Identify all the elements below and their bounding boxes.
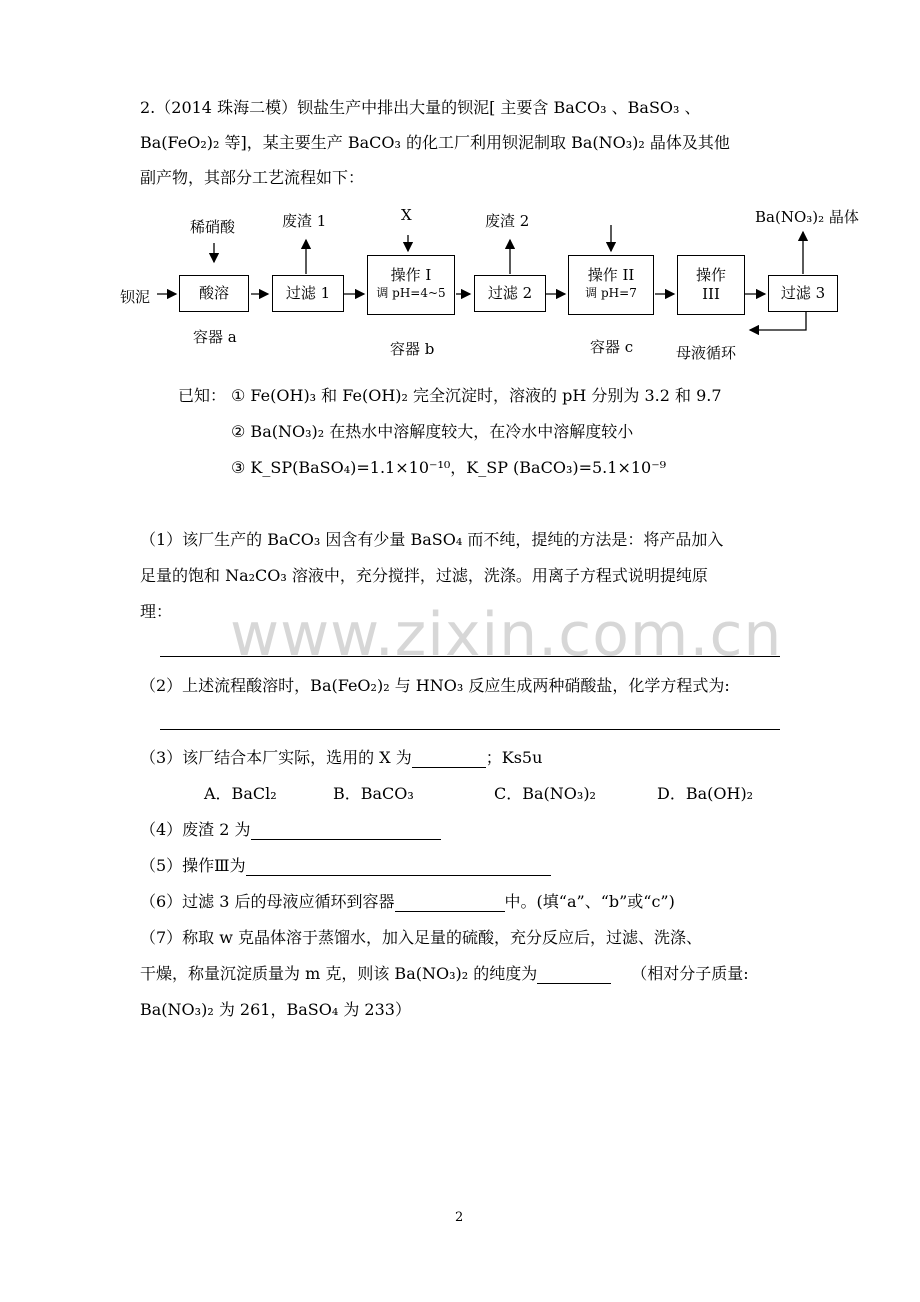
flow-mother-liquor-label: 母液循环 [676,344,737,362]
q5-stem [140,856,551,876]
intro-line-2: Ba(FeO₂)₂ 等]，某主要生产 BaCO₃ 的化工厂利用钡泥制取 Ba(NO₃)₂ 晶体及其他 [140,133,730,152]
q3-option-a: A．BaCl₂ [204,784,277,803]
flow-input-label: 钡泥 [120,288,151,306]
flow-waste-2-label: 废渣 2 [485,212,530,230]
q2-text: （2）上述流程酸溶时，Ba(FeO₂)₂ 与 HNO₃ 反应生成两种硝酸盐，化学方程式为: [140,676,730,695]
q7-line-2 [140,964,749,984]
q5-label: （5）操作Ⅲ为 [140,856,246,875]
q6-answer-blank[interactable] [395,895,505,912]
q3-answer-blank[interactable] [412,751,486,768]
flow-x-label: X [401,206,412,224]
q3-option-d: D．Ba(OH)₂ [657,784,754,803]
q7-answer-blank[interactable] [537,967,611,984]
flow-box-operation-1: 操作 I 调 pH=4~5 [367,255,455,315]
q6-stem-start: （6）过滤 3 后的母液应循环到容器 [140,892,395,911]
known-item-2: ② Ba(NO₃)₂ 在热水中溶解度较大，在冷水中溶解度较小 [231,422,634,441]
q1-line-3: 理： [140,602,173,621]
answer-line-q2[interactable] [160,729,780,730]
flow-diagram-lines [0,0,920,380]
q5-answer-blank[interactable] [246,859,551,876]
q3-stem-end: ；Ks5u [485,748,543,767]
flow-container-b-label: 容器 b [390,340,435,358]
q3-option-b: B．BaCO₃ [333,784,414,803]
flow-waste-1-label: 废渣 1 [282,212,327,230]
q1-line-1: （1）该厂生产的 BaCO₃ 因含有少量 BaSO₄ 而不纯，提纯的方法是：将产品加入 [140,530,724,549]
q4-stem [140,820,441,840]
q3-option-c: C．Ba(NO₃)₂ [494,784,596,803]
q7-line-3: Ba(NO₃)₂ 为 261，BaSO₄ 为 233） [140,1000,411,1019]
flow-container-a-label: 容器 a [193,328,237,346]
known-item-1: ① Fe(OH)₃ 和 Fe(OH)₂ 完全沉淀时，溶液的 pH 分别为 3.2 和 9.7 [231,386,722,405]
q1-line-2: 足量的饱和 Na₂CO₃ 溶液中，充分搅拌，过滤，洗涤。用离子方程式说明提纯原 [140,566,708,585]
q7-line-1: （7）称取 w 克晶体溶于蒸馏水，加入足量的硫酸，充分反应后，过滤、洗涤、 [140,928,703,947]
q6-stem [140,892,675,912]
flow-box-operation-2: 操作 II 调 pH=7 [568,255,654,315]
flow-box-filter-2: 过滤 2 [474,275,546,312]
q4-label: （4）废渣 2 为 [140,820,251,839]
q3-stem [140,748,542,768]
known-prefix: 已知： [178,386,227,405]
q6-stem-end: 中。(填“a”、“b”或“c”) [504,892,675,911]
flow-product-label: Ba(NO₃)₂ 晶体 [755,208,859,226]
watermark: www.zixin.com.cn [230,600,783,670]
q7-line-2-start: 干燥，称量沉淀质量为 m 克，则该 Ba(NO₃)₂ 的纯度为 [140,964,538,983]
flow-box-filter-1: 过滤 1 [272,275,344,312]
q3-stem-start: （3）该厂结合本厂实际，选用的 X 为 [140,748,412,767]
flow-acid-label: 稀硝酸 [190,218,236,236]
intro-line-1: 2.（2014 珠海二模）钡盐生产中排出大量的钡泥[ 主要含 BaCO₃ 、BaSO₃ 、 [140,98,701,117]
known-item-3: ③ K_SP(BaSO₄)=1.1×10⁻¹⁰，K_SP (BaCO₃)=5.1×10⁻⁹ [231,458,667,477]
answer-line-q1[interactable] [160,656,780,657]
q7-line-2-end: （相对分子质量: [631,964,749,983]
flow-box-filter-3: 过滤 3 [768,275,838,312]
flow-box-operation-3: 操作 III [677,255,745,315]
flow-container-c-label: 容器 c [590,338,634,356]
page-number: 2 [455,1210,464,1225]
q4-answer-blank[interactable] [251,823,441,840]
flow-box-acid-dissolve: 酸溶 [179,275,249,312]
intro-line-3: 副产物，其部分工艺流程如下： [140,168,365,187]
